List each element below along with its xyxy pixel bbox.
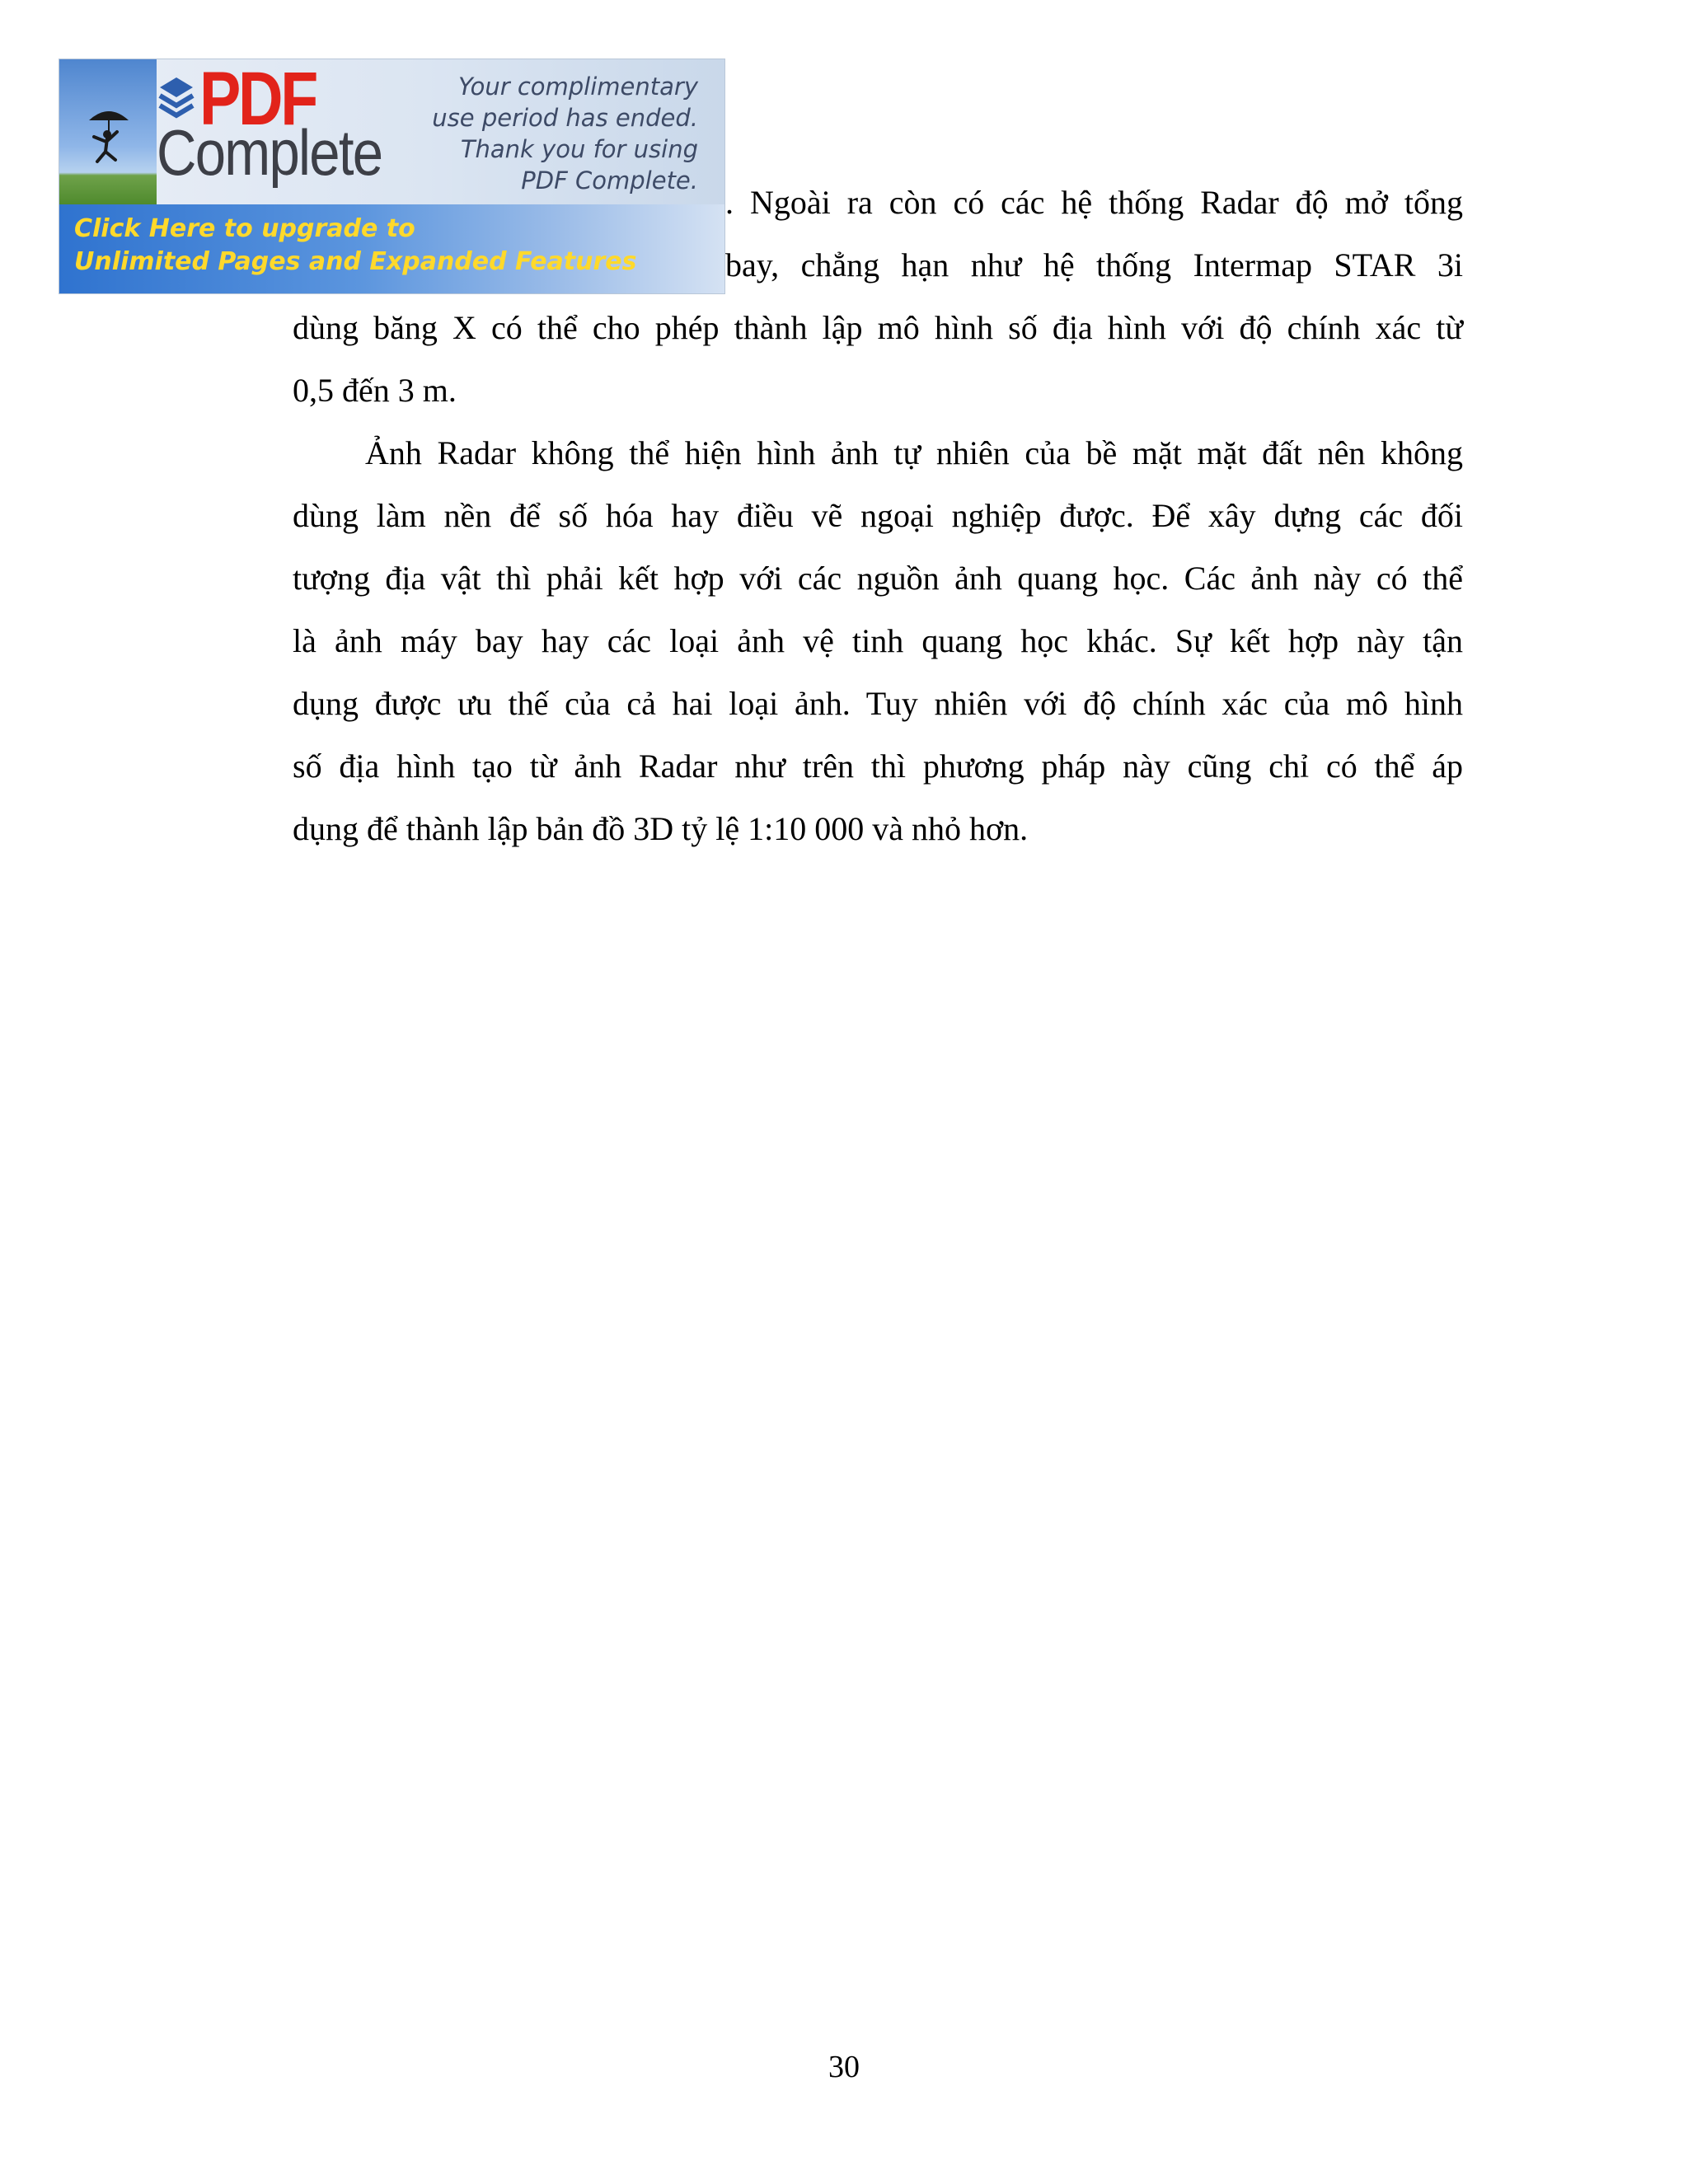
- upgrade-line[interactable]: Unlimited Pages and Expanded Features: [74, 247, 637, 276]
- tagline-line: Thank you for using: [460, 135, 698, 163]
- text-line: . Ngoài ra còn có các hệ thống Radar độ mở tổng: [725, 184, 1463, 221]
- text-line: dùng làm nền để số hóa hay điều vẽ ngoại nghiệp được. Để xây dựng các đối: [293, 497, 1463, 534]
- paragraph-2: [293, 422, 1463, 860]
- text-line: bay, chẳng hạn như hệ thống Intermap STAR 3i: [725, 246, 1463, 284]
- text-line: dụng để thành lập bản đồ 3D tỷ lệ 1:10 000 và nhỏ hơn.: [293, 810, 1029, 847]
- text-line: dụng được ưu thế của cả hai loại ảnh. Tuy nhiên với độ chính xác của mô hình: [293, 685, 1463, 722]
- tagline-line: use period has ended.: [432, 104, 698, 132]
- upgrade-line[interactable]: Click Here to upgrade to: [74, 214, 415, 243]
- page-number: 30: [828, 2050, 860, 2084]
- text-line: Ảnh Radar không thể hiện hình ảnh tự nhiên của bề mặt mặt đất nên không: [365, 434, 1463, 471]
- text-line: dùng băng X có thể cho phép thành lập mô hình số địa hình với độ chính xác từ: [293, 309, 1463, 346]
- text-line: 0,5 đến 3 m.: [293, 372, 457, 409]
- text-line: tượng địa vật thì phải kết hợp với các nguồn ảnh quang học. Các ảnh này có thể: [293, 560, 1463, 597]
- banner-photo: [59, 59, 157, 204]
- umbrella-jumper-icon: [82, 107, 135, 165]
- tagline-line: Your complimentary: [458, 73, 698, 101]
- brand-complete: Complete: [157, 116, 382, 189]
- tagline-line: PDF Complete.: [521, 166, 698, 194]
- paragraph-1: [293, 171, 1463, 422]
- text-line: số địa hình tạo từ ảnh Radar như trên thì phương pháp này cũng chỉ có thể áp: [293, 748, 1463, 785]
- brand-pdf: PDF: [199, 59, 316, 141]
- text-line: là ảnh máy bay hay các loại ảnh vệ tinh quang học khác. Sự kết hợp này tận: [293, 622, 1463, 659]
